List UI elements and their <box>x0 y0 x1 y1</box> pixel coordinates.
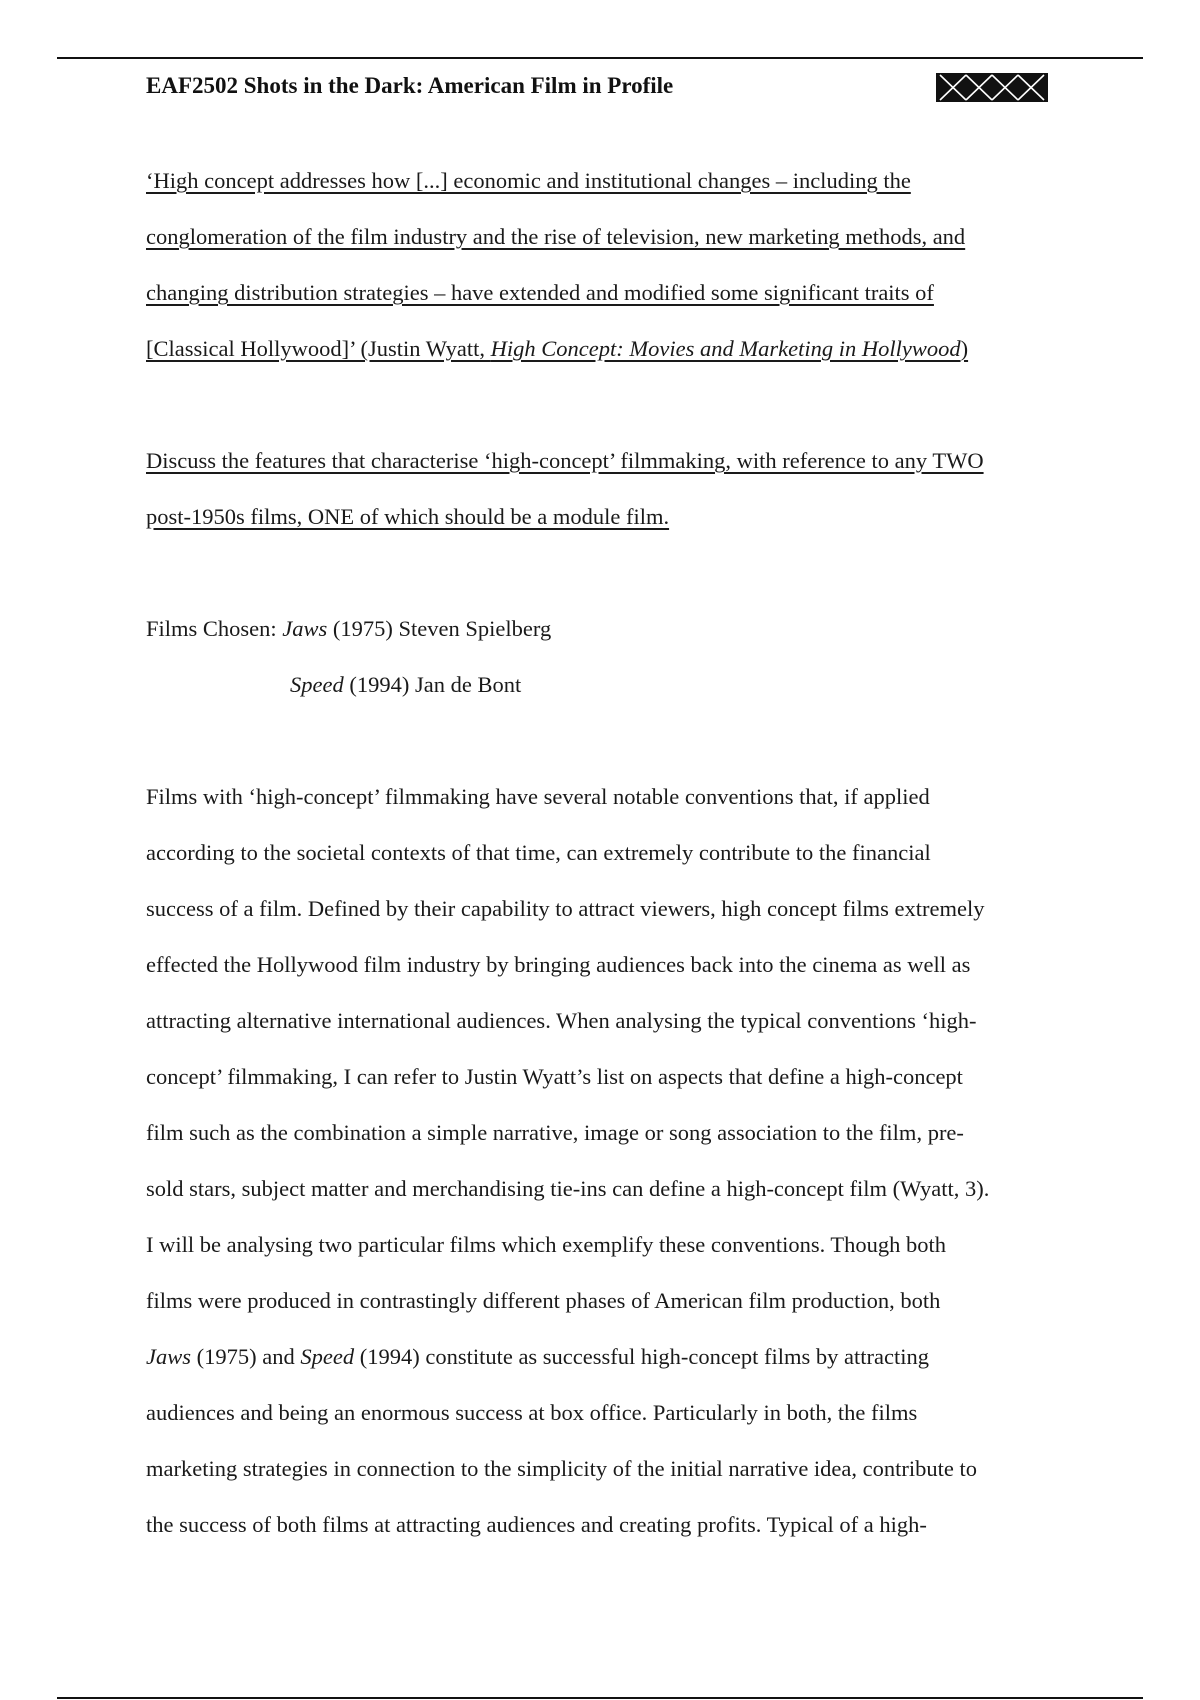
question-line: Discuss the features that characterise ‘high-concept’ filmmaking, with reference to any TWO <box>146 448 984 473</box>
quote-line: conglomeration of the film industry and the rise of television, new marketing methods, and <box>146 224 966 249</box>
body-line: marketing strategies in connection to the simplicity of the initial narrative idea, contribute to <box>146 1456 978 1481</box>
book-title: High Concept: Movies and Marketing in Hollywood <box>490 336 961 361</box>
question-block <box>146 433 1066 545</box>
film-title-inline: Speed <box>300 1344 355 1369</box>
body-line: film such as the combination a simple narrative, image or song association to the film, pre- <box>146 1120 964 1145</box>
document-content <box>146 153 1066 1553</box>
quote-line: ‘High concept addresses how [...] economic and institutional changes – including the <box>146 168 911 193</box>
quote-line-citation <box>146 321 1066 377</box>
page-header-title: EAF2502 Shots in the Dark: American Film in Profile <box>146 73 674 98</box>
body-line-mixed <box>146 1329 1066 1385</box>
body-line: I will be analysing two particular films which exemplify these conventions. Though both <box>146 1232 947 1257</box>
film-detail: (1994) Jan de Bont <box>343 672 522 697</box>
body-text-fragment: (1994) constitute as successful high-concept films by attracting <box>354 1344 929 1369</box>
body-line: sold stars, subject matter and merchandising tie-ins can define a high-concept film (Wyatt, 3). <box>146 1176 990 1201</box>
film-detail: (1975) Steven Spielberg <box>327 616 552 641</box>
body-line: success of a film. Defined by their capability to attract viewers, high concept films extremely <box>146 896 985 921</box>
body-text-fragment: (1975) and <box>191 1344 301 1369</box>
redaction-block <box>936 73 1048 102</box>
bottom-rule <box>57 1697 1143 1699</box>
quote-block <box>146 153 1066 377</box>
film-title: Jaws <box>282 616 328 641</box>
question-line: post-1950s films, ONE of which should be a module film. <box>146 504 670 529</box>
body-line: Films with ‘high-concept’ filmmaking have several notable conventions that, if applied <box>146 784 930 809</box>
body-line: audiences and being an enormous success at box office. Particularly in both, the films <box>146 1400 918 1425</box>
films-chosen-label: Films Chosen: <box>146 616 283 641</box>
quote-citation-end: ) <box>960 336 969 361</box>
body-line: the success of both films at attracting audiences and creating profits. Typical of a high- <box>146 1512 927 1537</box>
spacer <box>146 545 1066 601</box>
body-line: according to the societal contexts of that time, can extremely contribute to the financial <box>146 840 931 865</box>
spacer <box>146 713 1066 769</box>
quote-line: changing distribution strategies – have extended and modified some significant traits of <box>146 280 934 305</box>
films-chosen <box>146 601 1066 713</box>
quote-citation-start: [Classical Hollywood]’ (Justin Wyatt, <box>146 336 491 361</box>
body-line: attracting alternative international audiences. When analysing the typical conventions ‘high- <box>146 1008 977 1033</box>
redacted-x-marks <box>936 73 1048 102</box>
body-line: films were produced in contrastingly different phases of American film production, both <box>146 1288 941 1313</box>
spacer <box>146 377 1066 433</box>
essay-body <box>146 769 1066 1553</box>
film-title: Speed <box>290 672 344 697</box>
body-line: effected the Hollywood film industry by bringing audiences back into the cinema as well as <box>146 952 971 977</box>
top-rule <box>57 57 1143 59</box>
body-line: concept’ filmmaking, I can refer to Justin Wyatt’s list on aspects that define a high-concept <box>146 1064 963 1089</box>
film-entry <box>146 657 1066 713</box>
film-entry <box>146 601 1066 657</box>
film-title-inline: Jaws <box>146 1344 191 1369</box>
